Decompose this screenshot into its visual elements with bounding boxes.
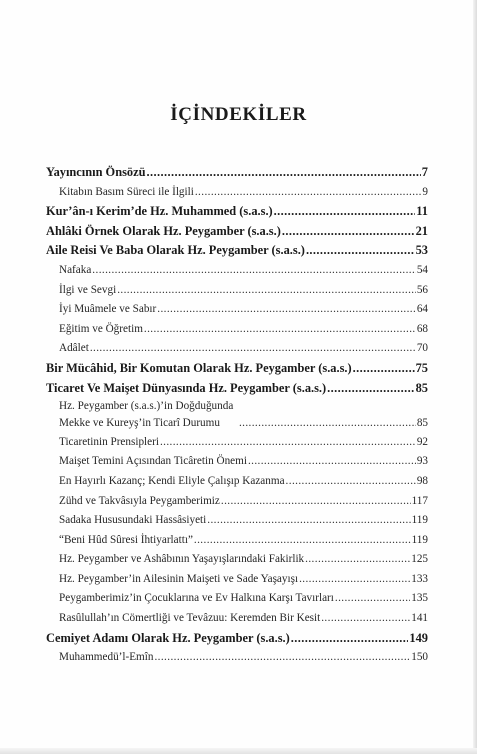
dot-leader	[299, 570, 410, 590]
toc-entry-page: 141	[411, 612, 428, 625]
toc-entry	[46, 183, 428, 203]
dot-leader	[117, 281, 416, 301]
toc-entry	[46, 163, 428, 183]
dot-leader	[144, 320, 416, 340]
dot-leader	[305, 550, 410, 570]
dot-leader	[154, 648, 410, 668]
toc-entry-page: 98	[416, 474, 428, 487]
toc-entry	[46, 609, 428, 629]
toc-entry-page: 150	[411, 651, 428, 664]
toc-entry-page: 133	[411, 572, 428, 585]
dot-leader	[195, 183, 422, 203]
dot-leader	[327, 379, 414, 399]
toc-entry	[46, 241, 428, 261]
page-edge-bottom	[0, 748, 477, 754]
toc-entry-page: 85	[416, 417, 428, 430]
toc-entry-page: 68	[416, 322, 428, 335]
toc-entry-page: 125	[411, 553, 428, 566]
toc-entry-page: 135	[411, 592, 428, 605]
toc-entry	[46, 550, 428, 570]
dot-leader	[321, 609, 410, 629]
table-of-contents	[46, 163, 428, 668]
toc-entry	[46, 281, 428, 301]
toc-entry	[46, 379, 428, 399]
page-title: İÇİNDEKİLER	[170, 104, 307, 125]
toc-entry-page: 119	[411, 533, 428, 546]
dot-leader	[92, 261, 416, 281]
toc-entry-title: Peygamberimiz’in Çocuklarına ve Ev Halkına Karşı Tavırları	[59, 592, 334, 605]
toc-entry-page: 7	[421, 165, 428, 179]
toc-entry	[46, 398, 428, 433]
toc-entry-page: 54	[416, 263, 428, 276]
toc-entry-title: Maişet Temini Açısından Ticâretin Önemi	[59, 455, 247, 468]
toc-entry	[46, 359, 428, 379]
dot-leader	[239, 415, 416, 433]
toc-entry-title: Muhammedü’l-Emîn	[59, 651, 154, 664]
toc-entry-page: 9	[422, 185, 428, 198]
toc-entry-title: Nafaka	[59, 263, 92, 276]
toc-entry	[46, 472, 428, 492]
toc-entry	[46, 570, 428, 590]
toc-entry-title: İyi Muâmele ve Sabır	[59, 303, 157, 316]
toc-entry-page: 53	[415, 243, 428, 258]
dot-leader	[286, 472, 416, 492]
toc-entry	[46, 222, 428, 242]
dot-leader	[160, 433, 416, 453]
toc-entry-title: Cemiyet Adamı Olarak Hz. Peygamber (s.a.s.)	[46, 630, 290, 645]
toc-entry	[46, 589, 428, 609]
toc-entry-title: Zühd ve Takvâsıyla Peygamberimiz	[59, 494, 220, 507]
toc-entry-title: Aile Reisi Ve Baba Olarak Hz. Peygamber (s.a.s.)	[46, 243, 305, 258]
toc-entry-title: Hz. Peygamber ve Ashâbının Yaşayışlarındaki Fakirlik	[59, 553, 305, 566]
toc-entry-page: 64	[416, 303, 428, 316]
toc-entry-title: Ticaretinin Prensipleri	[59, 435, 159, 448]
toc-entry	[46, 531, 428, 551]
toc-entry-page: 11	[416, 204, 428, 219]
toc-entry-page: 75	[415, 360, 428, 375]
toc-entry-page: 149	[409, 630, 428, 645]
toc-entry-title: İlgi ve Sevgi	[59, 283, 117, 296]
toc-entry	[46, 648, 428, 668]
toc-entry-title-continued: Mekke ve Kureyş’in Ticarî Durumu	[59, 417, 220, 430]
toc-entry-page: 92	[416, 435, 428, 448]
toc-entry-page: 56	[416, 283, 428, 296]
dot-leader	[221, 492, 411, 512]
toc-entry-title: Ahlâki Örnek Olarak Hz. Peygamber (s.a.s.)	[46, 223, 281, 238]
dot-leader	[194, 531, 411, 551]
toc-entry-page: 70	[416, 342, 428, 355]
toc-entry-title: Adâlet	[59, 342, 89, 355]
toc-entry-title: Bir Mücâhid, Bir Komutan Olarak Hz. Peygamber (s.a.s.)	[46, 360, 352, 375]
toc-entry-title: En Hayırlı Kazanç; Kendi Eliyle Çalışıp Kazanma	[59, 474, 285, 487]
toc-entry-page: 117	[411, 494, 428, 507]
toc-entry	[46, 629, 428, 649]
toc-entry	[46, 202, 428, 222]
toc-entry-title: Kitabın Basım Süreci ile İlgili	[59, 185, 194, 198]
toc-entry-title: Hz. Peygamber (s.a.s.)’in Doğduğunda	[59, 400, 234, 413]
toc-entry-page: 85	[415, 380, 428, 395]
toc-entry-page: 119	[411, 514, 428, 527]
dot-leader	[291, 629, 409, 649]
dot-leader	[274, 202, 416, 222]
toc-entry	[46, 492, 428, 512]
toc-entry-title: Kur’ân-ı Kerim’de Hz. Muhammed (s.a.s.)	[46, 204, 273, 219]
toc-entry-title: Eğitim ve Öğretim	[59, 322, 143, 335]
dot-leader	[157, 300, 416, 320]
toc-entry	[46, 320, 428, 340]
dot-leader	[335, 589, 410, 609]
toc-entry-title: Rasûlullah’ın Cömertliği ve Tevâzuu: Keremden Bir Kesit	[59, 612, 321, 625]
toc-entry-page: 21	[415, 223, 428, 238]
dot-leader	[248, 452, 416, 472]
toc-entry	[46, 300, 428, 320]
toc-entry-title: Yayıncının Önsözü	[46, 165, 146, 179]
toc-entry-title: Hz. Peygamber’in Ailesinin Maişeti ve Sade Yaşayışı	[59, 572, 299, 585]
toc-entry	[46, 339, 428, 359]
toc-entry	[46, 433, 428, 453]
toc-entry-title: Sadaka Hususundaki Hassâsiyeti	[59, 514, 207, 527]
toc-entry-title: Ticaret Ve Maişet Dünyasında Hz. Peygamber (s.a.s.)	[46, 380, 327, 395]
dot-leader	[147, 163, 421, 183]
toc-entry	[46, 511, 428, 531]
dot-leader	[353, 359, 415, 379]
toc-entry-line	[59, 415, 428, 433]
toc-entry-page: 93	[416, 455, 428, 468]
dot-leader	[90, 339, 416, 359]
toc-entry	[46, 452, 428, 472]
toc-entry	[46, 261, 428, 281]
dot-leader	[282, 222, 415, 242]
dot-leader	[306, 241, 415, 261]
toc-entry-title: “Beni Hûd Sûresi İhtiyarlattı”	[59, 533, 193, 546]
dot-leader	[207, 511, 410, 531]
